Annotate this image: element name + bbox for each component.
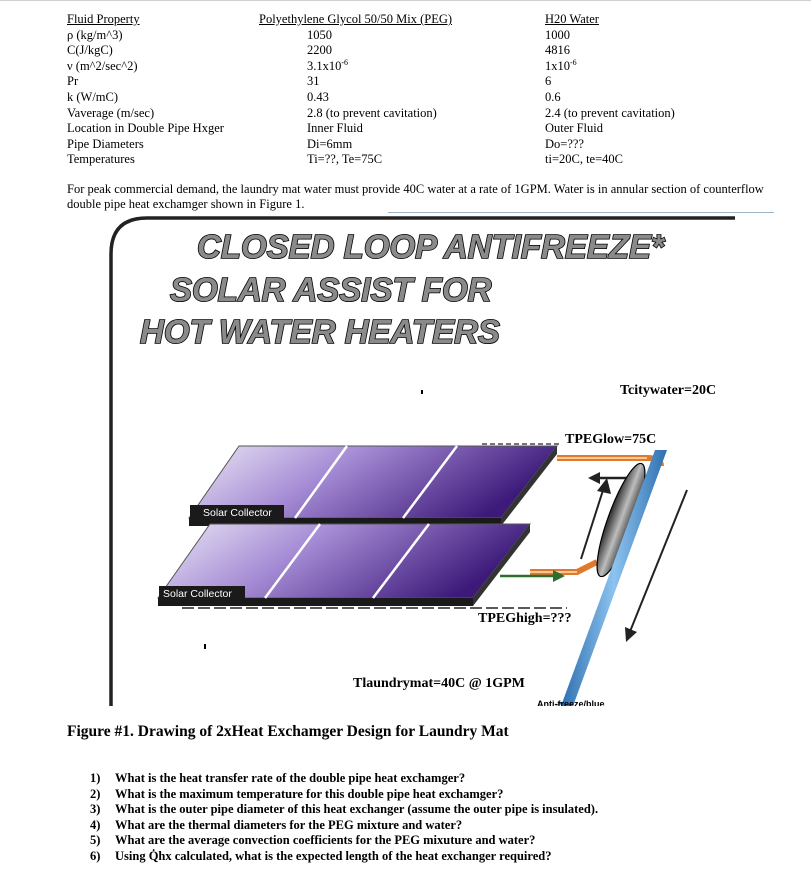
table-cell: Outer Fluid <box>545 121 603 136</box>
table-cell: 1050 <box>307 27 332 42</box>
table-cell: Ti=??, Te=75C <box>307 152 383 167</box>
table-cell: ti=20C, te=40C <box>545 152 623 167</box>
table-cell: 1000 <box>545 27 570 42</box>
table-cell: ν (m^2/sec^2) <box>67 58 138 73</box>
table-cell: C(J/kgC) <box>67 43 113 58</box>
fluid-property-table <box>67 12 785 168</box>
question-number: 3) <box>90 802 101 816</box>
table-header-cell: Fluid Property <box>67 12 140 26</box>
stray-mark <box>204 644 206 649</box>
figure-title-line-2: SOLAR ASSIST FOR <box>170 271 492 308</box>
question-number: 1) <box>90 771 101 785</box>
question-text: What is the heat transfer rate of the double pipe heat exchamger? <box>115 771 466 785</box>
table-row <box>67 59 785 75</box>
list-item <box>90 787 598 803</box>
question-text: What is the outer pipe diameter of this heat exchanger (assume the outer pipe is insulated). <box>115 802 599 816</box>
exponent: -6 <box>341 57 349 67</box>
stray-mark <box>421 390 423 394</box>
solar-collector-lower <box>158 524 530 606</box>
table-cell-value: 1x10 <box>545 58 570 73</box>
table-cell <box>259 59 545 75</box>
list-item <box>90 802 598 818</box>
collector-label-lower: Solar Collector <box>163 588 232 600</box>
table-cell: Di=6mm <box>307 136 353 151</box>
question-number: 2) <box>90 786 101 801</box>
table-cell: 2.8 (to prevent cavitation) <box>307 105 437 120</box>
table-row <box>67 90 785 106</box>
list-item <box>90 833 598 849</box>
table-row <box>67 152 785 168</box>
table-cell: 2200 <box>307 43 332 58</box>
table-header-cell: H20 Water <box>545 12 599 26</box>
paragraph-rule <box>388 212 774 213</box>
figure-caption: Figure #1. Drawing of 2xHeat Exchamger Design for Laundry Mat <box>67 723 509 740</box>
figure-title-line-1: CLOSED LOOP ANTIFREEZE* <box>197 228 664 265</box>
table-header-cell: Polyethylene Glycol 50/50 Mix (PEG) <box>259 12 453 26</box>
exponent: -6 <box>570 57 577 67</box>
table-cell: Pipe Diameters <box>67 136 144 151</box>
table-cell: 31 <box>307 74 320 89</box>
question-text: What are the average convection coefficients for the PEG mixuture and water? <box>115 833 536 847</box>
table-cell: Do=??? <box>545 136 584 151</box>
question-number: 6) <box>90 848 101 863</box>
collector-label-upper: Solar Collector <box>203 507 272 519</box>
figure-title-line-3: HOT WATER HEATERS <box>140 313 500 350</box>
table-header-row <box>67 12 785 28</box>
table-cell: 0.6 <box>545 89 561 104</box>
label-tcitywater: Tcitywater=20C <box>620 383 717 398</box>
table-row <box>67 43 785 59</box>
question-number: 5) <box>90 833 101 847</box>
top-rule <box>0 0 811 1</box>
table-row <box>67 106 785 122</box>
question-text: What are the thermal diameters for the PEG mixture and water? <box>115 817 463 832</box>
table-row <box>67 74 785 90</box>
figure-drawing <box>107 214 737 706</box>
table-cell: 4816 <box>545 43 570 58</box>
table-cell: Temperatures <box>67 152 135 167</box>
figure-svg <box>107 214 737 706</box>
question-number: 4) <box>90 817 101 832</box>
problem-statement: For peak commercial demand, the laundry mat water must provide 40C water at a rate of 1GPM. Water is in annular section of counterflow double pipe heat exchamger shown in Figure 1. <box>67 182 764 211</box>
table-cell: k (W/mC) <box>67 89 119 104</box>
question-text: Using Q̇hx calculated, what is the expected length of the heat exchanger required? <box>115 848 552 863</box>
table-cell: Vaverage (m/sec) <box>67 105 155 120</box>
label-tlaundrymat: Tlaundrymat=40C @ 1GPM <box>353 676 525 691</box>
list-item <box>90 818 598 834</box>
table-cell <box>545 59 785 75</box>
solar-collector-upper <box>189 446 557 526</box>
table-row <box>67 121 785 137</box>
list-item <box>90 849 598 865</box>
table-cell: 0.43 <box>307 89 329 104</box>
label-tpeghigh: TPEGhigh=??? <box>478 611 572 626</box>
table-cell-value: 3.1x10 <box>307 58 342 73</box>
label-tpeglow: TPEGlow=75C <box>565 432 657 447</box>
label-cut-off: Anti-freeze/blue <box>537 699 605 706</box>
list-item <box>90 771 598 787</box>
table-row <box>67 28 785 44</box>
table-cell: Inner Fluid <box>307 121 363 136</box>
table-cell: Location in Double Pipe Hxger <box>67 121 224 136</box>
table-cell: 6 <box>545 74 552 89</box>
question-text: What is the maximum temperature for this double pipe heat exchamger? <box>115 786 504 801</box>
table-row <box>67 137 785 153</box>
question-list <box>90 771 598 864</box>
table-cell: Pr <box>67 74 79 89</box>
table-cell: ρ (kg/m^3) <box>67 27 123 42</box>
table-cell: 2.4 (to prevent cavitation) <box>545 105 675 120</box>
